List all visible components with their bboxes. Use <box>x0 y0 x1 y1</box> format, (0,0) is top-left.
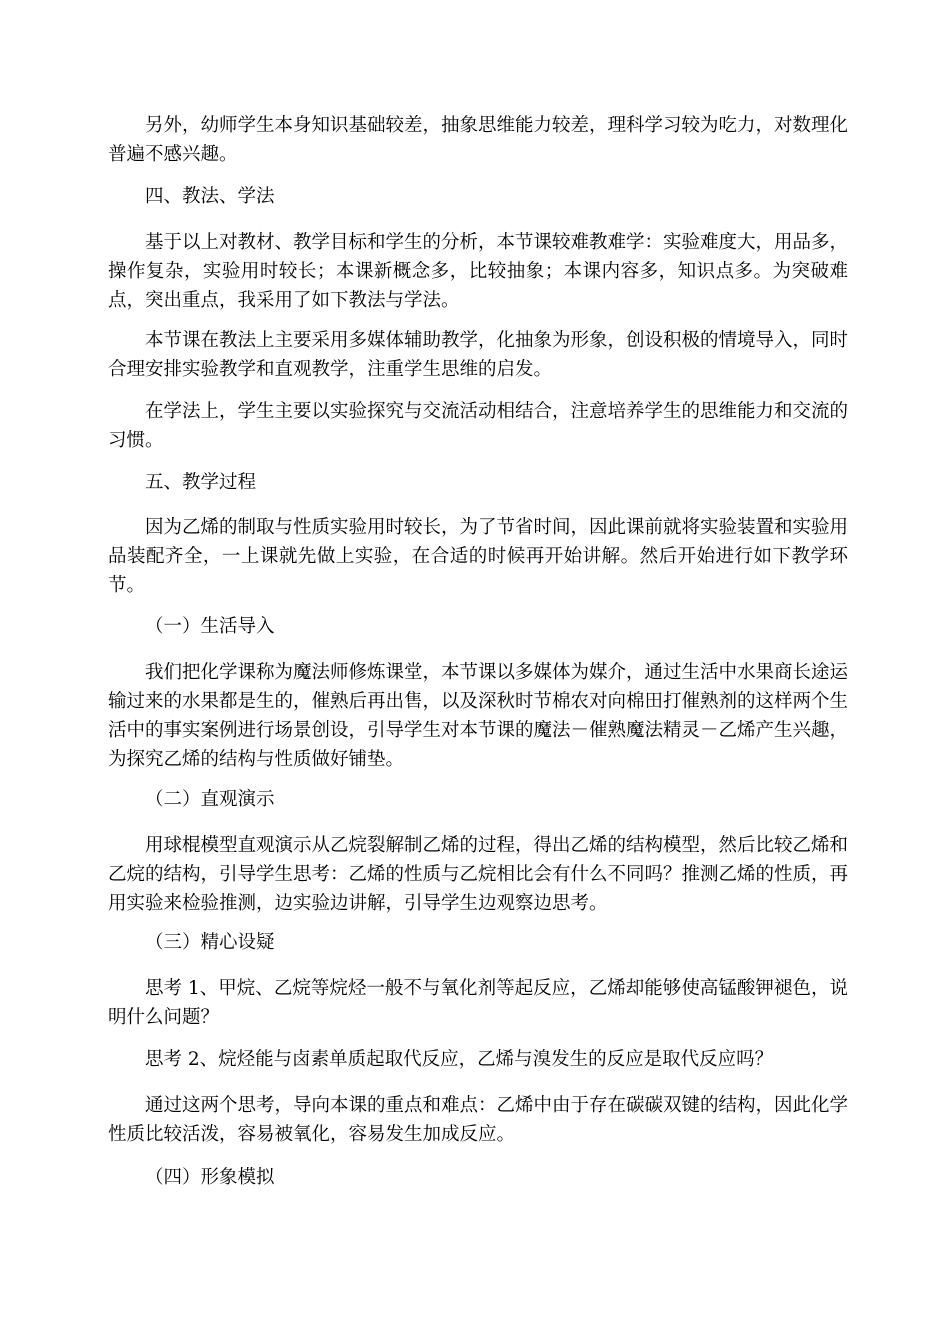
subheading-simulation: （四）形象模拟 <box>145 1167 275 1188</box>
heading-teaching-process: 五、教学过程 <box>145 472 257 493</box>
subheading-visual-demo: （二）直观演示 <box>145 789 275 810</box>
paragraph-student-background: 另外，幼师学生本身知识基础较差，抽象思维能力较差，理科学习较为吃力，对数理化普遍不感兴趣。 <box>108 115 849 165</box>
paragraph-difficulty-analysis: 基于以上对教材、教学目标和学生的分析，本节课较难教难学：实验难度大，用品多，操作复杂，实验用时较长；本课新概念多，比较抽象；本课内容多，知识点多。为突破难点，突出重点，我采用了如下教法与学法。 <box>108 232 849 311</box>
heading-teaching-methods: 四、教法、学法 <box>145 186 275 207</box>
paragraph-question-1: 思考 1、甲烷、乙烷等烷烃一般不与氧化剂等起反应，乙烯却能够使高锰酸钾褪色，说明什么问题？ <box>108 978 848 1028</box>
paragraph-life-introduction: 我们把化学课称为魔法师修炼课堂，本节课以多媒体为媒介，通过生活中水果商长途运输过来的水果都是生的，催熟后再出售，以及深秋时节棉农对向棉田打催熟剂的这样两个生活中的事实案例进行场景创设，引导学生对本节课的魔法－催熟魔法精灵－乙烯产生兴趣，为探究乙烯的结构与性质做好铺垫。 <box>108 662 849 770</box>
paragraph-teaching-approach: 本节课在教法上主要采用多媒体辅助教学，化抽象为形象，创设积极的情境导入，同时合理安排实验教学和直观教学，注重学生思维的启发。 <box>108 330 849 380</box>
paragraph-question-2: 思考 2、烷烃能与卤素单质起取代反应，乙烯与溴发生的反应是取代反应吗？ <box>145 1049 774 1070</box>
paragraph-key-points: 通过这两个思考，导向本课的重点和难点：乙烯中由于存在碳碳双键的结构，因此化学性质比较活泼，容易被氧化，容易发生加成反应。 <box>108 1095 849 1145</box>
paragraph-learning-approach: 在学法上，学生主要以实验探究与交流活动相结合，注意培养学生的思维能力和交流的习惯。 <box>108 401 849 451</box>
subheading-questions: （三）精心设疑 <box>145 932 275 953</box>
paragraph-experiment-prep: 因为乙烯的制取与性质实验用时较长，为了节省时间，因此课前就将实验装置和实验用品装配齐全，一上课就先做上实验，在合适的时候再开始讲解。然后开始进行如下教学环节。 <box>108 517 849 596</box>
subheading-life-introduction: （一）生活导入 <box>145 616 275 637</box>
paragraph-visual-demo: 用球棍模型直观演示从乙烷裂解制乙烯的过程，得出乙烯的结构模型，然后比较乙烯和乙烷的结构，引导学生思考：乙烯的性质与乙烷相比会有什么不同吗？推测乙烯的性质，再用实验来检验推测，边实验边讲解，引导学生边观察边思考。 <box>108 835 849 914</box>
